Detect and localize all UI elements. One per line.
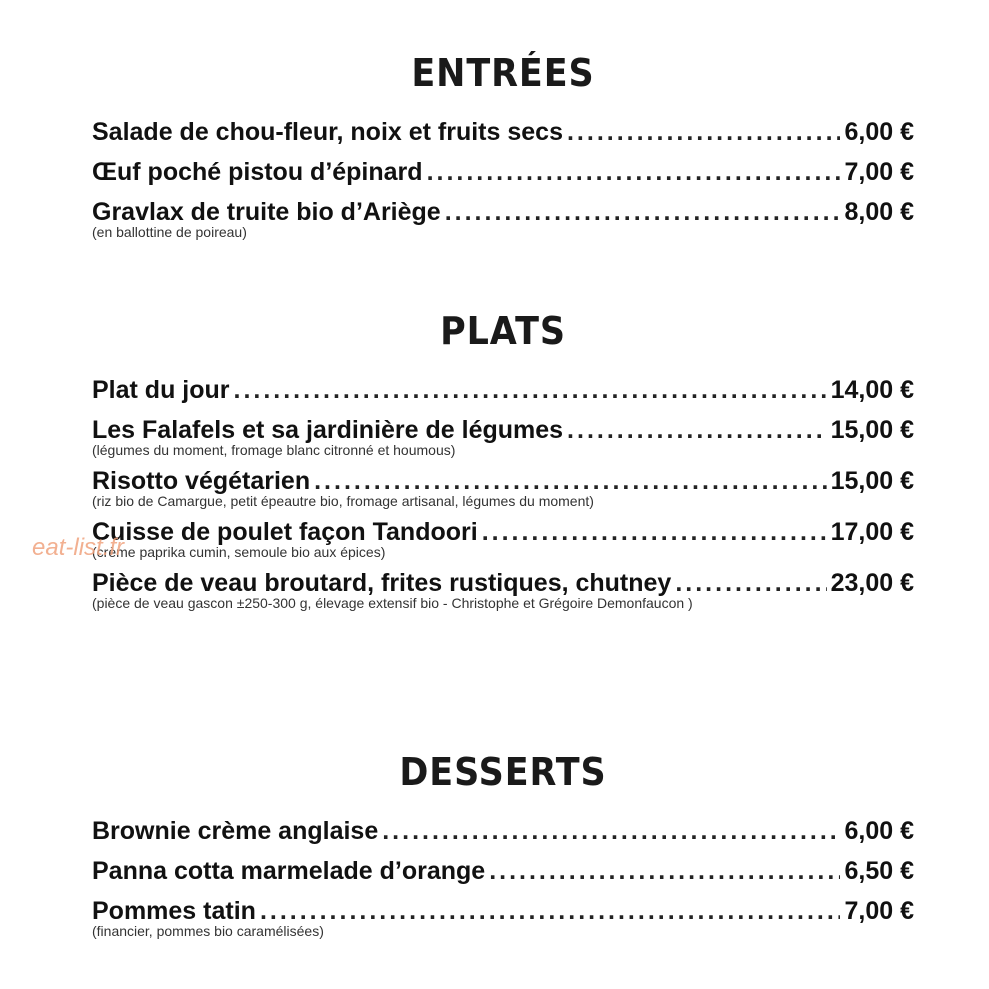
item-name: Salade de chou-fleur, noix et fruits secs <box>92 118 563 146</box>
item-price: 7,00 € <box>844 158 914 186</box>
item-name: Risotto végétarien <box>92 467 311 495</box>
dot-leader <box>567 410 827 450</box>
item-price: 8,00 € <box>844 198 914 226</box>
section-title-plats: PLATS <box>440 309 566 353</box>
dot-leader <box>234 370 827 410</box>
menu-item <box>92 891 914 940</box>
menu-item <box>92 512 914 561</box>
item-price: 23,00 € <box>830 569 914 597</box>
menu-item <box>92 563 914 612</box>
item-price: 7,00 € <box>844 897 914 925</box>
item-price: 14,00 € <box>830 376 914 404</box>
item-price: 15,00 € <box>830 416 914 444</box>
item-name: Plat du jour <box>92 376 230 404</box>
item-description: (riz bio de Camargue, petit épeautre bio, fromage artisanal, légumes du moment) <box>92 493 594 509</box>
dot-leader <box>489 851 840 891</box>
section-title-entrees: ENTRÉES <box>411 51 595 95</box>
item-name: Pommes tatin <box>92 897 256 925</box>
menu-item <box>92 112 914 152</box>
menu-item <box>92 461 914 510</box>
item-name: Œuf poché pistou d’épinard <box>92 158 423 186</box>
menu-item <box>92 851 914 891</box>
dot-leader <box>260 891 841 931</box>
item-name: Pièce de veau broutard, frites rustiques, chutney <box>92 569 672 597</box>
item-description: (crème paprika cumin, semoule bio aux épices) <box>92 544 386 560</box>
dot-leader <box>382 811 840 851</box>
dot-leader <box>482 512 827 552</box>
item-price: 17,00 € <box>830 518 914 546</box>
item-description: (pièce de veau gascon ±250-300 g, élevage extensif bio - Christophe et Grégoire Demonfaucon ) <box>92 595 693 611</box>
item-name: Brownie crème anglaise <box>92 817 379 845</box>
menu-item <box>92 370 914 410</box>
item-description: (légumes du moment, fromage blanc citronné et houmous) <box>92 442 456 458</box>
menu-item <box>92 811 914 851</box>
section-desserts <box>92 743 914 940</box>
menu-item <box>92 410 914 459</box>
section-title-desserts: DESSERTS <box>399 750 607 794</box>
section-plats <box>92 302 914 612</box>
section-entrees <box>92 44 914 241</box>
item-name: Panna cotta marmelade d’orange <box>92 857 486 885</box>
item-description: (financier, pommes bio caramélisées) <box>92 923 324 939</box>
menu-item <box>92 152 914 192</box>
item-price: 15,00 € <box>830 467 914 495</box>
item-price: 6,00 € <box>844 817 914 845</box>
item-name: Les Falafels et sa jardinière de légumes <box>92 416 564 444</box>
dot-leader <box>675 563 826 603</box>
item-name: Cuisse de poulet façon Tandoori <box>92 518 478 546</box>
menu-item <box>92 192 914 241</box>
watermark: eat-list.fr <box>32 534 125 561</box>
item-price: 6,50 € <box>844 857 914 885</box>
item-price: 6,00 € <box>844 118 914 146</box>
dot-leader <box>427 152 841 192</box>
item-name: Gravlax de truite bio d’Ariège <box>92 198 441 226</box>
dot-leader <box>567 112 841 152</box>
dot-leader <box>445 192 841 232</box>
item-description: (en ballottine de poireau) <box>92 224 247 240</box>
